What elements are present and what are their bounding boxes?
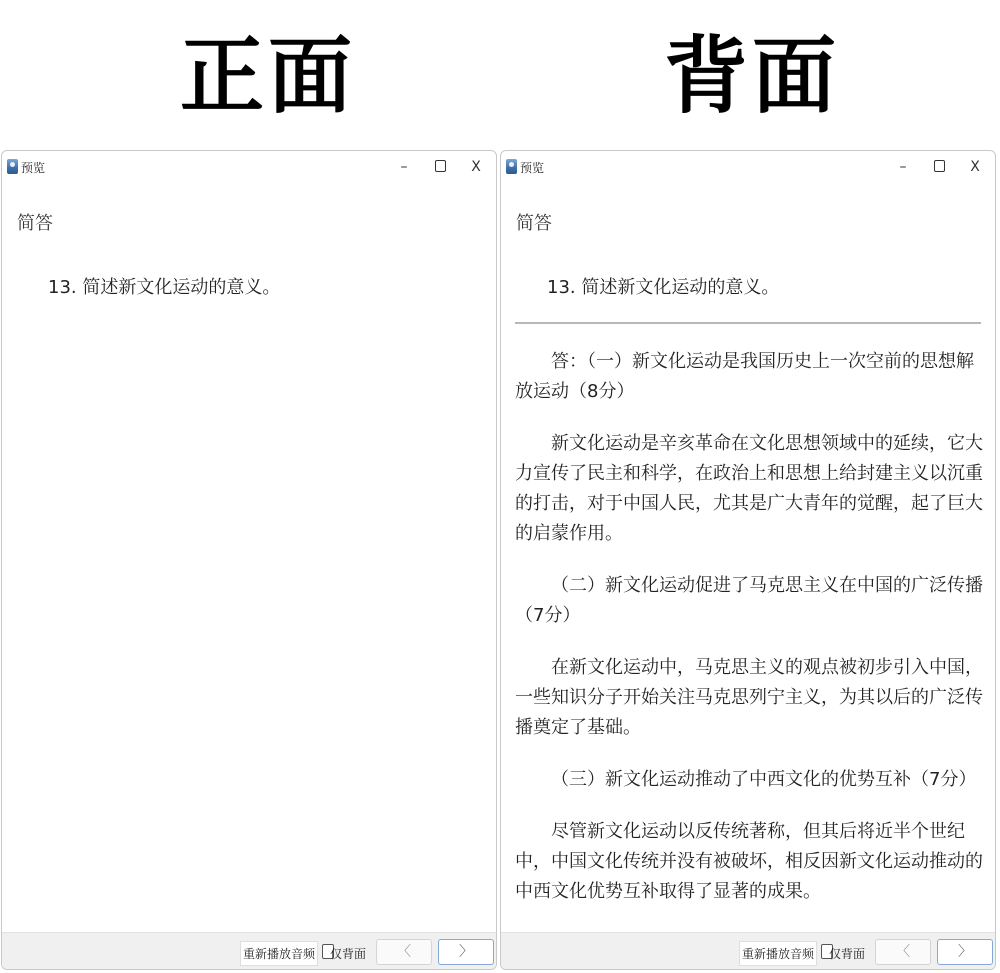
answer-paragraph: 在新文化运动中，马克思主义的观点被初步引入中国，一些知识分子开始关注马克思列宁主义，为其以后的广泛传播奠定了基础。 <box>515 657 983 738</box>
answer-paragraph: （三）新文化运动推动了中西文化的优势互补（7分） <box>551 769 977 790</box>
next-button[interactable]: 〉 <box>438 939 494 965</box>
preview-window-front <box>1 150 497 970</box>
section-label: 简答 <box>17 213 53 234</box>
title-bar <box>501 151 995 183</box>
answer-paragraph: 答：（一）新文化运动是我国历史上一次空前的思想解放运动（8分） <box>515 351 974 402</box>
answer-paragraph: （二）新文化运动促进了马克思主义在中国的广泛传播（7分） <box>515 575 983 626</box>
close-button[interactable]: X <box>471 159 481 175</box>
back-label: 背面 <box>663 26 840 125</box>
next-button[interactable]: 〉 <box>937 939 993 965</box>
back-only-label: 仅背面 <box>329 947 366 961</box>
answer-body <box>515 347 983 929</box>
close-button[interactable]: X <box>970 159 980 175</box>
bottom-bar <box>2 932 496 969</box>
previous-button[interactable]: 〈 <box>875 939 931 965</box>
bottom-bar <box>501 932 995 969</box>
answer-divider <box>515 322 981 324</box>
front-label: 正面 <box>179 26 356 125</box>
maximize-button[interactable] <box>428 157 452 177</box>
maximize-button[interactable] <box>927 157 951 177</box>
minimize-button[interactable]: – <box>899 159 907 175</box>
window-title: 预览 <box>520 161 545 175</box>
app-icon <box>506 159 517 174</box>
maximize-icon <box>934 160 945 172</box>
minimize-button[interactable]: – <box>400 159 408 175</box>
replay-audio-button[interactable]: 重新播放音频 <box>240 941 318 966</box>
answer-paragraph: 新文化运动是辛亥革命在文化思想领域中的延续，它大力宣传了民主和科学，在政治上和思想上给封建主义以沉重的打击，对于中国人民，尤其是广大青年的觉醒，起了巨大的启蒙作用。 <box>515 433 983 544</box>
title-bar <box>2 151 496 183</box>
window-title: 预览 <box>21 161 46 175</box>
preview-window-back <box>500 150 996 970</box>
maximize-icon <box>435 160 446 172</box>
replay-audio-button[interactable]: 重新播放音频 <box>739 941 817 966</box>
app-icon <box>7 159 18 174</box>
previous-button[interactable]: 〈 <box>376 939 432 965</box>
question-text: 13. 简述新文化运动的意义。 <box>48 277 281 298</box>
answer-paragraph: 尽管新文化运动以反传统著称，但其后将近半个世纪中，中国文化传统并没有被破坏，相反因新文化运动推动的中西文化优势互补取得了显著的成果。 <box>515 821 983 902</box>
back-only-label: 仅背面 <box>828 947 865 961</box>
question-text: 13. 简述新文化运动的意义。 <box>547 277 780 298</box>
section-label: 简答 <box>516 213 552 234</box>
